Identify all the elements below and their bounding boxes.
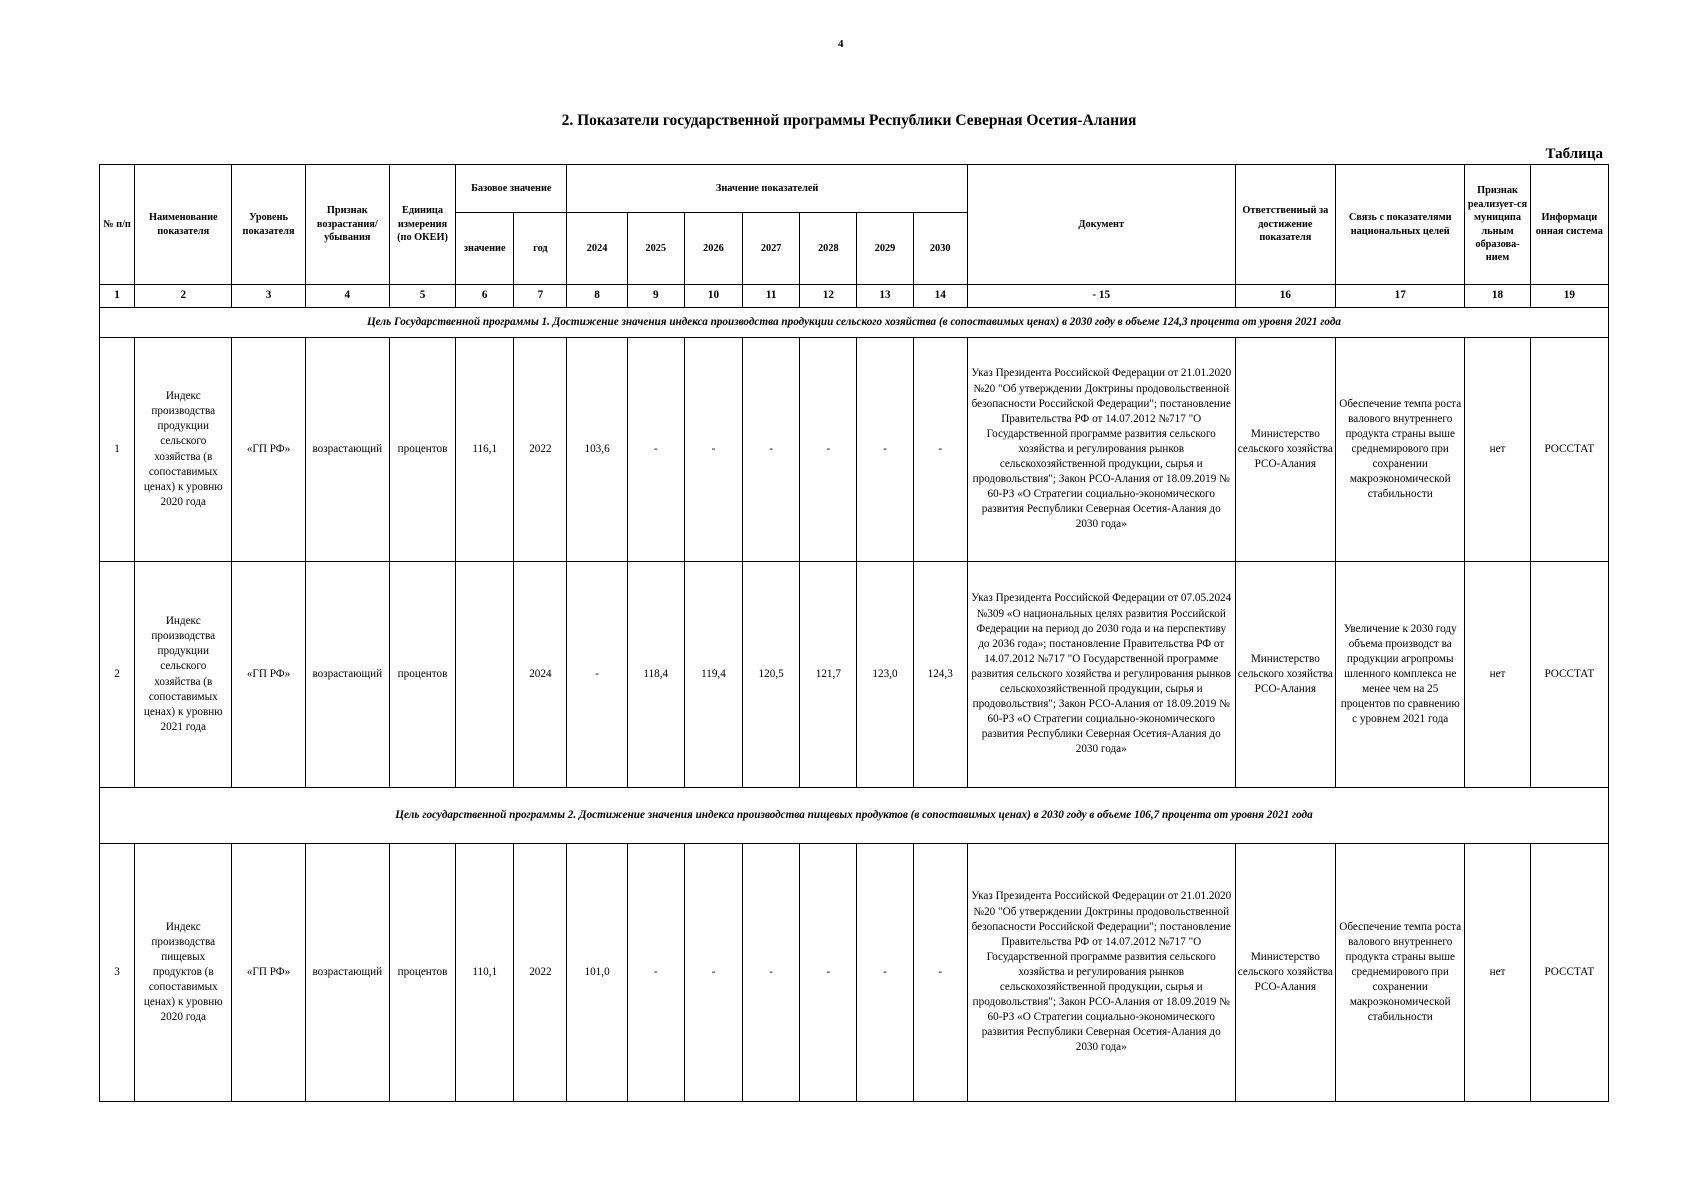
year-value: - (627, 338, 684, 562)
column-number: 2 (135, 285, 232, 308)
document-cell: Указ Президента Российской Федерации от 21.01.2020 №20 "Об утверждении Доктрины продовольственной безопасности Российской Федерации"; постановление Правительства РФ от 14.07.2012 №717 "О Государственной программе развития сельского хозяйства и регулирования рынков сельскохозяйственной продукции, сырья и продовольствия"; Закон РСО-Алания от 18.09.2019 № 60-РЗ «О Стратегии социально-экономического развития Республики Северная Осетия-Алания до 2030 года» (967, 338, 1235, 562)
year-value: - (627, 844, 684, 1102)
responsible-cell: Министерство сельского хозяйства РСО-Алания (1235, 562, 1335, 788)
header-municipal: Признак реализует-ся муниципа льным образова-нием (1465, 165, 1530, 285)
year-value: - (743, 338, 800, 562)
header-level: Уровень показателя (232, 165, 305, 285)
base-year: 2024 (514, 562, 567, 788)
year-value: - (800, 338, 857, 562)
year-value: - (684, 338, 742, 562)
year-value: 118,4 (627, 562, 684, 788)
column-number: 4 (305, 285, 389, 308)
table-row (100, 844, 1609, 1102)
national-goal-link-cell: Обеспечение темпа роста валового внутреннего продукта страны выше среднемирового при сохранении макроэкономической стабильности (1336, 338, 1465, 562)
responsible-cell: Министерство сельского хозяйства РСО-Алания (1235, 844, 1335, 1102)
header-info: Информаци онная система (1530, 165, 1608, 285)
base-value: 116,1 (456, 338, 514, 562)
header-link: Связь с показателями национальных целей (1336, 165, 1465, 285)
column-number: 11 (743, 285, 800, 308)
info-system: РОССТАТ (1530, 562, 1608, 788)
row-num: 1 (100, 338, 135, 562)
header-year: 2025 (627, 213, 684, 285)
header-responsible: Ответственный за достижение показателя (1235, 165, 1335, 285)
column-number: - 15 (967, 285, 1235, 308)
page-number: 4 (838, 38, 844, 50)
header-year: 2028 (800, 213, 857, 285)
header-name: Наименование показателя (135, 165, 232, 285)
year-value: 119,4 (684, 562, 742, 788)
national-goal-link-cell: Обеспечение темпа роста валового внутреннего продукта страны выше среднемирового при сохранении макроэкономической стабильности (1336, 844, 1465, 1102)
indicator-name: Индекс производства продукции сельского хозяйства (в сопоставимых ценах) к уровню 2021 года (135, 562, 232, 788)
column-number: 9 (627, 285, 684, 308)
base-value (456, 562, 514, 788)
header-year: 2029 (857, 213, 913, 285)
indicator-unit: процентов (389, 338, 455, 562)
table-row (100, 562, 1609, 788)
info-system: РОССТАТ (1530, 338, 1608, 562)
year-value: - (857, 844, 913, 1102)
year-value: - (913, 338, 967, 562)
year-value: 124,3 (913, 562, 967, 788)
indicator-unit: процентов (389, 562, 455, 788)
header-year: 2027 (743, 213, 800, 285)
year-value: - (800, 844, 857, 1102)
municipal-flag: нет (1465, 338, 1530, 562)
document-cell: Указ Президента Российской Федерации от 07.05.2024 №309 «О национальных целях развития Российской Федерации на период до 2030 года и на перспективу до 2036 года»; постановление Правительства РФ от 14.07.2012 №717 "О Государственной программе развития сельского хозяйства и регулирования рынков сельскохозяйственной продукции, сырья и продовольствия"; Закон РСО-Алания от 18.09.2019 № 60-РЗ «О Стратегии социально-экономического развития Республики Северная Осетия-Алания до 2030 года» (967, 562, 1235, 788)
goal-text: Цель государственной программы 2. Достижение значения индекса производства пищевых продуктов (в сопоставимых ценах) в 2030 году в объеме 106,7 процента от уровня 2021 года (100, 788, 1609, 844)
indicator-trend: возрастающий (305, 338, 389, 562)
header-num: № п/п (100, 165, 135, 285)
page-title: 2. Показатели государственной программы Республики Северная Осетия-Алания (561, 112, 1137, 129)
column-number: 3 (232, 285, 305, 308)
column-number: 13 (857, 285, 913, 308)
year-value: - (857, 338, 913, 562)
column-number: 19 (1530, 285, 1608, 308)
column-number: 5 (389, 285, 455, 308)
year-value: - (743, 844, 800, 1102)
indicator-level: «ГП РФ» (232, 338, 305, 562)
indicator-name: Индекс производства пищевых продуктов (в сопоставимых ценах) к уровню 2020 года (135, 844, 232, 1102)
header-trend: Признак возрастания/ убывания (305, 165, 389, 285)
column-number: 17 (1336, 285, 1465, 308)
column-number: 7 (514, 285, 567, 308)
indicators-table (99, 164, 1609, 1102)
year-value: - (567, 562, 627, 788)
base-year: 2022 (514, 844, 567, 1102)
header-base-year: год (514, 213, 567, 285)
column-number: 8 (567, 285, 627, 308)
column-number: 18 (1465, 285, 1530, 308)
header-year: 2024 (567, 213, 627, 285)
table-label: Таблица (1545, 146, 1603, 162)
header-year: 2026 (684, 213, 742, 285)
row-num: 2 (100, 562, 135, 788)
header-unit: Единица измерения (по ОКЕИ) (389, 165, 455, 285)
column-number: 6 (456, 285, 514, 308)
indicator-unit: процентов (389, 844, 455, 1102)
base-year: 2022 (514, 338, 567, 562)
year-value: 123,0 (857, 562, 913, 788)
header-base-value: значение (456, 213, 514, 285)
year-value: 120,5 (743, 562, 800, 788)
goal-row (100, 788, 1609, 844)
column-number: 10 (684, 285, 742, 308)
header-document: Документ (967, 165, 1235, 285)
responsible-cell: Министерство сельского хозяйства РСО-Алания (1235, 338, 1335, 562)
year-value: 121,7 (800, 562, 857, 788)
document-cell: Указ Президента Российской Федерации от 21.01.2020 №20 "Об утверждении Доктрины продовольственной безопасности Российской Федерации"; постановление Правительства РФ от 14.07.2012 №717 "О Государственной программе развития сельского хозяйства и регулирования рынков сельскохозяйственной продукции, сырья и продовольствия"; Закон РСО-Алания от 18.09.2019 № 60-РЗ «О Стратегии социально-экономического развития Республики Северная Осетия-Алания до 2030 года» (967, 844, 1235, 1102)
header-values: Значение показателей (567, 165, 967, 213)
row-num: 3 (100, 844, 135, 1102)
column-number: 1 (100, 285, 135, 308)
header-year: 2030 (913, 213, 967, 285)
goal-row (100, 308, 1609, 338)
base-value: 110,1 (456, 844, 514, 1102)
column-number: 16 (1235, 285, 1335, 308)
table-row (100, 338, 1609, 562)
year-value: 101,0 (567, 844, 627, 1102)
indicator-trend: возрастающий (305, 562, 389, 788)
municipal-flag: нет (1465, 844, 1530, 1102)
indicator-trend: возрастающий (305, 844, 389, 1102)
header-base: Базовое значение (456, 165, 567, 213)
national-goal-link-cell: Увеличение к 2030 году объема производст ва продукции агропромы шленного комплекса не менее чем на 25 процентов по сравнению с уровнем 2021 года (1336, 562, 1465, 788)
year-value: - (913, 844, 967, 1102)
info-system: РОССТАТ (1530, 844, 1608, 1102)
goal-text: Цель Государственной программы 1. Достижение значения индекса производства продукции сельского хозяйства (в сопоставимых ценах) в 2030 году в объеме 124,3 процента от уровня 2021 года (100, 308, 1609, 338)
year-value: - (684, 844, 742, 1102)
municipal-flag: нет (1465, 562, 1530, 788)
indicator-level: «ГП РФ» (232, 562, 305, 788)
indicator-level: «ГП РФ» (232, 844, 305, 1102)
indicator-name: Индекс производства продукции сельского хозяйства (в сопоставимых ценах) к уровню 2020 года (135, 338, 232, 562)
column-number-row (100, 285, 1609, 308)
column-number: 12 (800, 285, 857, 308)
year-value: 103,6 (567, 338, 627, 562)
column-number: 14 (913, 285, 967, 308)
